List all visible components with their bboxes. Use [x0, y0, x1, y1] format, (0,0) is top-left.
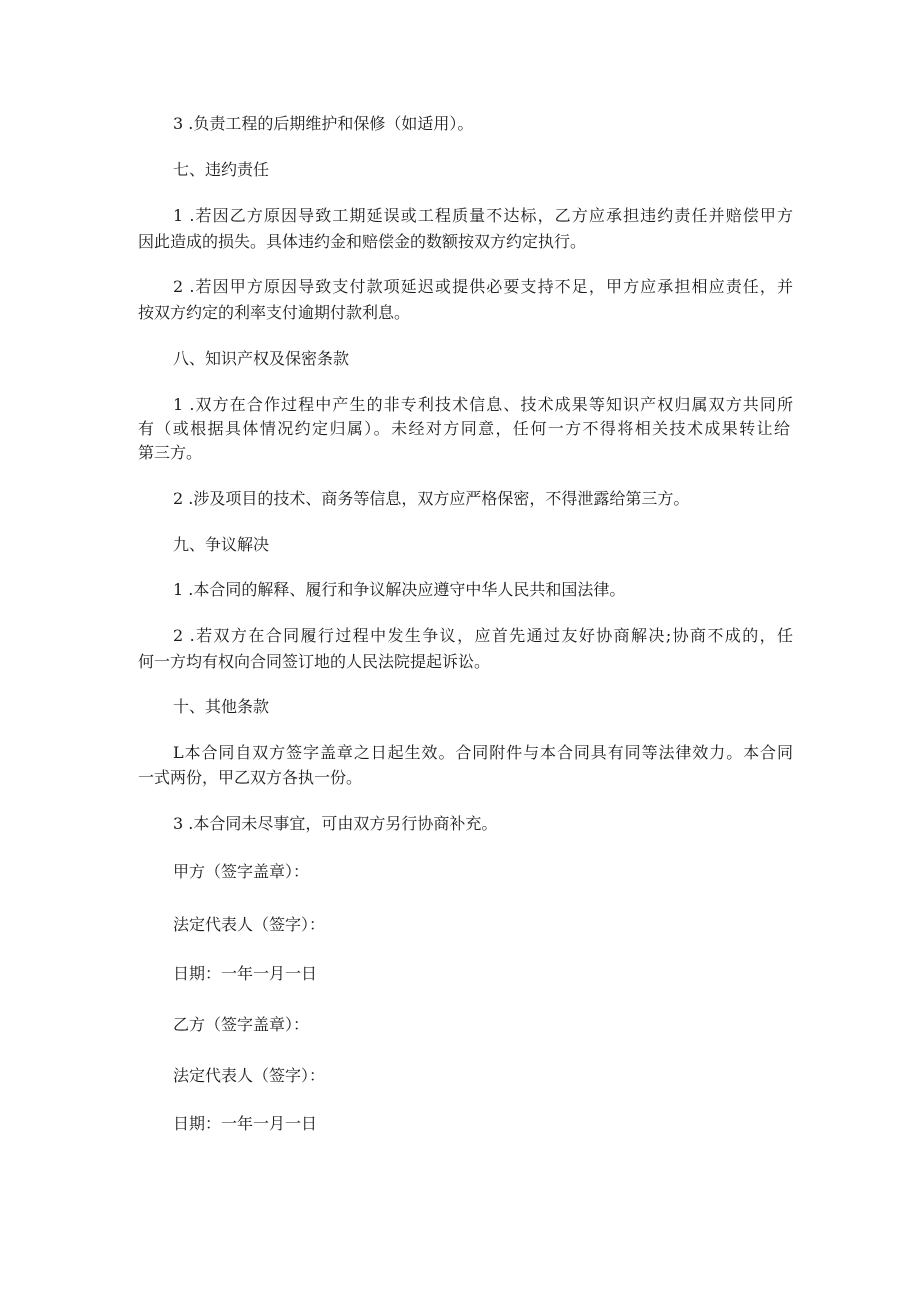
- clause-10-1-line-1: L本合同自双方签字盖章之日起生效。合同附件与本合同具有同等法律效力。本合同: [173, 743, 793, 762]
- clause-9-1: 1 .本合同的解释、履行和争议解决应遵守中华人民共和国法律。: [173, 580, 626, 599]
- clause-7-2-line-2: 按双方约定的利率支付逾期付款利息。: [138, 303, 411, 322]
- clause-8-1-line-2: 有（或根据具体情况约定归属）。未经对方同意，任何一方不得将相关技术成果转让给: [138, 419, 790, 438]
- clause-9-2-line-2: 何一方均有权向合同签订地的人民法院提起诉讼。: [138, 652, 491, 671]
- clause-7-1-line-1: 1 .若因乙方原因导致工期延误或工程质量不达标，乙方应承担违约责任并赔偿甲方: [173, 206, 793, 225]
- section-heading-7: 七、违约责任: [173, 160, 270, 179]
- party-b-representative-label: 法定代表人（签字）：: [173, 1066, 326, 1085]
- clause-10-1-line-2: 一式两份，甲乙双方各执一份。: [138, 768, 363, 787]
- party-b-date-label: 日期：一年一月一日: [173, 1114, 318, 1133]
- section-heading-9: 九、争议解决: [173, 535, 270, 554]
- party-b-signature-label: 乙方（签字盖章）：: [173, 1015, 310, 1034]
- clause-7-2-line-1: 2 .若因甲方原因导致支付款项延迟或提供必要支持不足，甲方应承担相应责任，并: [173, 277, 793, 296]
- section-heading-8: 八、知识产权及保密条款: [173, 349, 350, 368]
- clause-9-2-line-1: 2 .若双方在合同履行过程中发生争议，应首先通过友好协商解决;协商不成的，任: [173, 626, 793, 645]
- clause-10-3: 3 .本合同未尽事宜，可由双方另行协商补充。: [173, 814, 498, 833]
- clause-6-3: 3 .负责工程的后期维护和保修（如适用）。: [173, 114, 474, 133]
- clause-7-1-line-2: 因此造成的损失。具体违约金和赔偿金的数额按双方约定执行。: [138, 232, 587, 251]
- clause-8-2: 2 .涉及项目的技术、商务等信息，双方应严格保密，不得泄露给第三方。: [173, 489, 690, 508]
- clause-8-1-line-1: 1 .双方在合作过程中产生的非专利技术信息、技术成果等知识产权归属双方共同所: [173, 395, 793, 414]
- party-a-representative-label: 法定代表人（签字）：: [173, 915, 326, 934]
- party-a-signature-label: 甲方（签字盖章）：: [173, 862, 310, 881]
- party-a-date-label: 日期：一年一月一日: [173, 964, 318, 983]
- section-heading-10: 十、其他条款: [173, 697, 270, 716]
- clause-8-1-line-3: 第三方。: [138, 443, 203, 462]
